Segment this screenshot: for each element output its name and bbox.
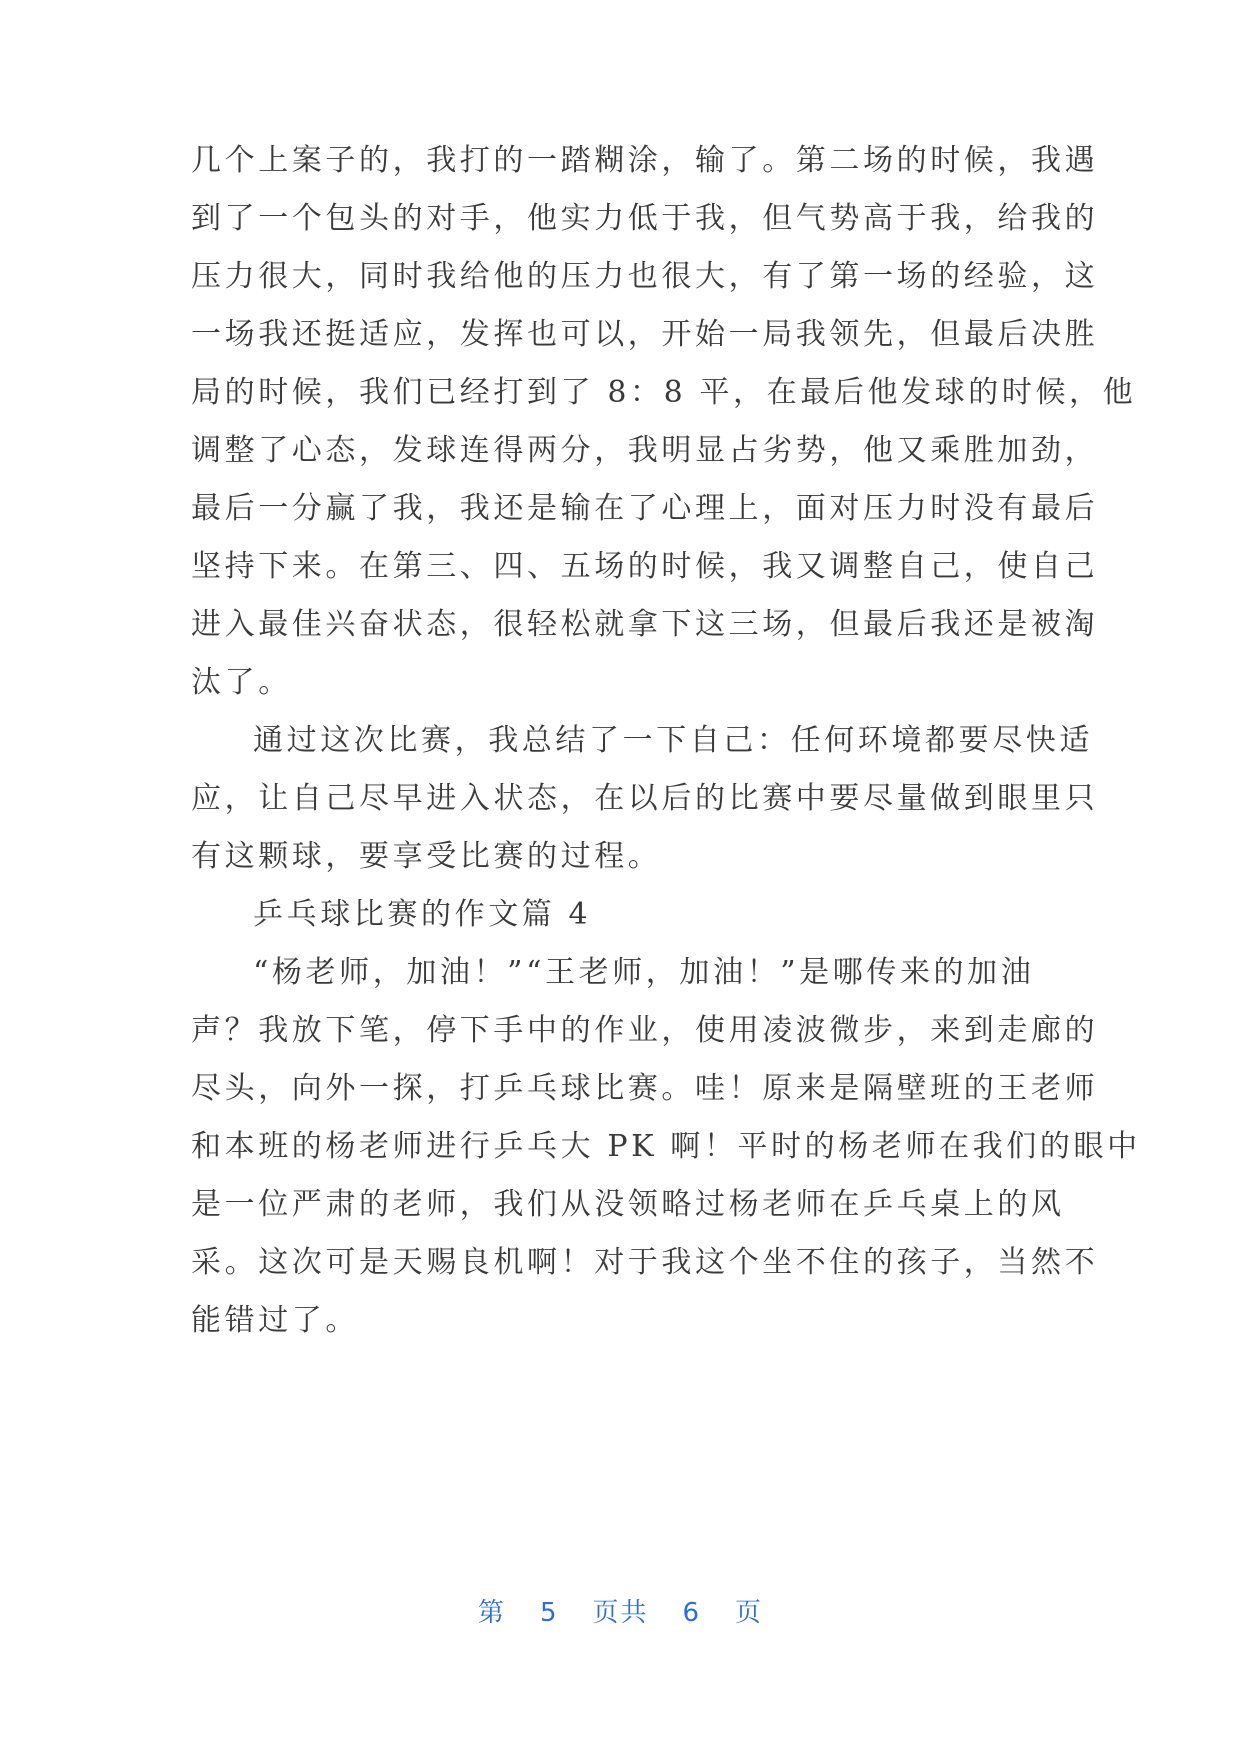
paragraph-line: 进入最佳兴奋状态，很轻松就拿下这三场，但最后我还是被淘 (191, 607, 1099, 642)
paragraph-line: 最后一分赢了我，我还是输在了心理上，面对压力时没有最后 (191, 491, 1099, 526)
paragraph-line: 尽头，向外一探，打乒乓球比赛。哇！原来是隔壁班的王老师 (191, 1071, 1099, 1106)
paragraph-line: 是一位严肃的老师，我们从没领略过杨老师在乒乓桌上的风 (191, 1187, 1065, 1222)
paragraph-line: 通过这次比赛，我总结了一下自己：任何环境都要尽快适 (253, 723, 1093, 758)
footer-middle: 页共 (592, 1598, 649, 1628)
paragraph-line: 有这颗球，要享受比赛的过程。 (191, 839, 662, 874)
footer-total-pages: 6 (682, 1598, 702, 1628)
paragraph-line: 到了一个包头的对手，他实力低于我，但气势高于我，给我的 (191, 201, 1099, 236)
paragraph-line: 一场我还挺适应，发挥也可以，开始一局我领先，但最后决胜 (191, 317, 1099, 352)
footer-suffix: 页 (735, 1598, 764, 1628)
paragraph-line: 能错过了。 (191, 1303, 359, 1338)
paragraph-line: 汰了。 (191, 665, 292, 700)
footer-prefix: 第 (477, 1598, 506, 1628)
paragraph-line: 应，让自己尽早进入状态，在以后的比赛中要尽量做到眼里只 (191, 781, 1099, 816)
paragraph-line: 和本班的杨老师进行乒乓大 PK 啊！平时的杨老师在我们的眼中 (191, 1129, 1141, 1164)
page-footer (0, 1592, 1241, 1629)
footer-current-page: 5 (539, 1598, 559, 1628)
paragraph-line: 坚持下来。在第三、四、五场的时候，我又调整自己，使自己 (191, 549, 1099, 584)
paragraph-line: 声？我放下笔，停下手中的作业，使用凌波微步，来到走廊的 (191, 1013, 1099, 1048)
paragraph-line: “杨老师，加油！”“王老师，加油！”是哪传来的加油 (253, 955, 1035, 990)
paragraph-line: 局的时候，我们已经打到了 8：8 平，在最后他发球的时候，他 (191, 375, 1137, 410)
paragraph-line: 压力很大，同时我给他的压力也很大，有了第一场的经验，这 (191, 259, 1099, 294)
paragraph-line: 采。这次可是天赐良机啊！对于我这个坐不住的孩子，当然不 (191, 1245, 1099, 1280)
paragraph-line: 调整了心态，发球连得两分，我明显占劣势，他又乘胜加劲， (191, 433, 1099, 468)
paragraph-line: 几个上案子的，我打的一踏糊涂，输了。第二场的时候，我遇 (191, 143, 1099, 178)
section-heading: 乒乓球比赛的作文篇 4 (253, 897, 592, 932)
